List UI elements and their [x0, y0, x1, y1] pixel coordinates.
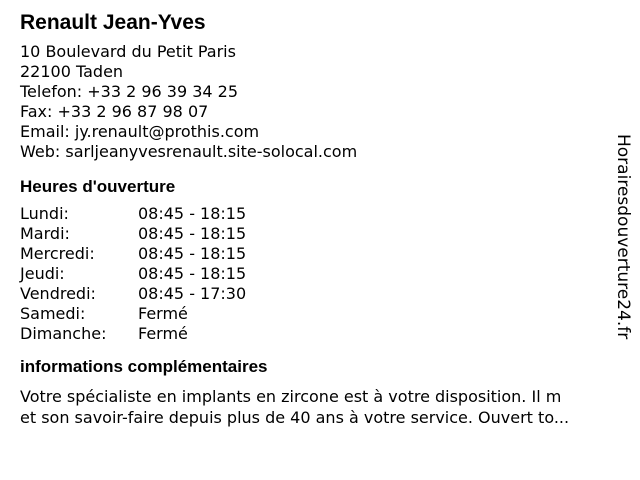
hours-row-sunday	[20, 324, 620, 344]
hours-table	[20, 204, 620, 344]
hours-time: 08:45 - 18:15	[138, 244, 247, 263]
hours-day: Samedi:	[20, 304, 86, 323]
hours-day: Vendredi:	[20, 284, 96, 303]
hours-row-friday	[20, 284, 620, 304]
hours-time: Fermé	[138, 324, 188, 343]
hours-day: Dimanche:	[20, 324, 107, 343]
contact-block	[20, 42, 620, 162]
hours-day: Mercredi:	[20, 244, 95, 263]
hours-row-thursday	[20, 264, 620, 284]
hours-time: 08:45 - 18:15	[138, 224, 247, 243]
info-description	[20, 386, 620, 428]
email-line: Email: jy.renault@prothis.com	[20, 122, 260, 141]
hours-time: 08:45 - 18:15	[138, 204, 247, 223]
business-card	[20, 10, 620, 428]
phone-line: Telefon: +33 2 96 39 34 25	[20, 82, 239, 101]
hours-row-monday	[20, 204, 620, 224]
hours-day: Lundi:	[20, 204, 69, 223]
description-line: Votre spécialiste en implants en zircone est à votre disposition. Il m	[20, 387, 562, 406]
hours-day: Jeudi:	[20, 264, 65, 283]
hours-day: Mardi:	[20, 224, 70, 243]
address-line: 10 Boulevard du Petit Paris	[20, 42, 236, 61]
web-line: Web: sarljeanyvesrenault.site-solocal.com	[20, 142, 358, 161]
info-title: informations complémentaires	[20, 357, 268, 376]
hours-time: 08:45 - 17:30	[138, 284, 247, 303]
hours-row-tuesday	[20, 224, 620, 244]
business-name: Renault Jean-Yves	[20, 11, 206, 34]
hours-row-saturday	[20, 304, 620, 324]
site-watermark: Horairesdouverture24.fr	[613, 134, 633, 340]
fax-line: Fax: +33 2 96 87 98 07	[20, 102, 209, 121]
hours-title: Heures d'ouverture	[20, 177, 176, 196]
hours-time: 08:45 - 18:15	[138, 264, 247, 283]
hours-row-wednesday	[20, 244, 620, 264]
description-line: et son savoir-faire depuis plus de 40 ans à votre service. Ouvert to...	[20, 408, 570, 427]
city-line: 22100 Taden	[20, 62, 124, 81]
hours-time: Fermé	[138, 304, 188, 323]
